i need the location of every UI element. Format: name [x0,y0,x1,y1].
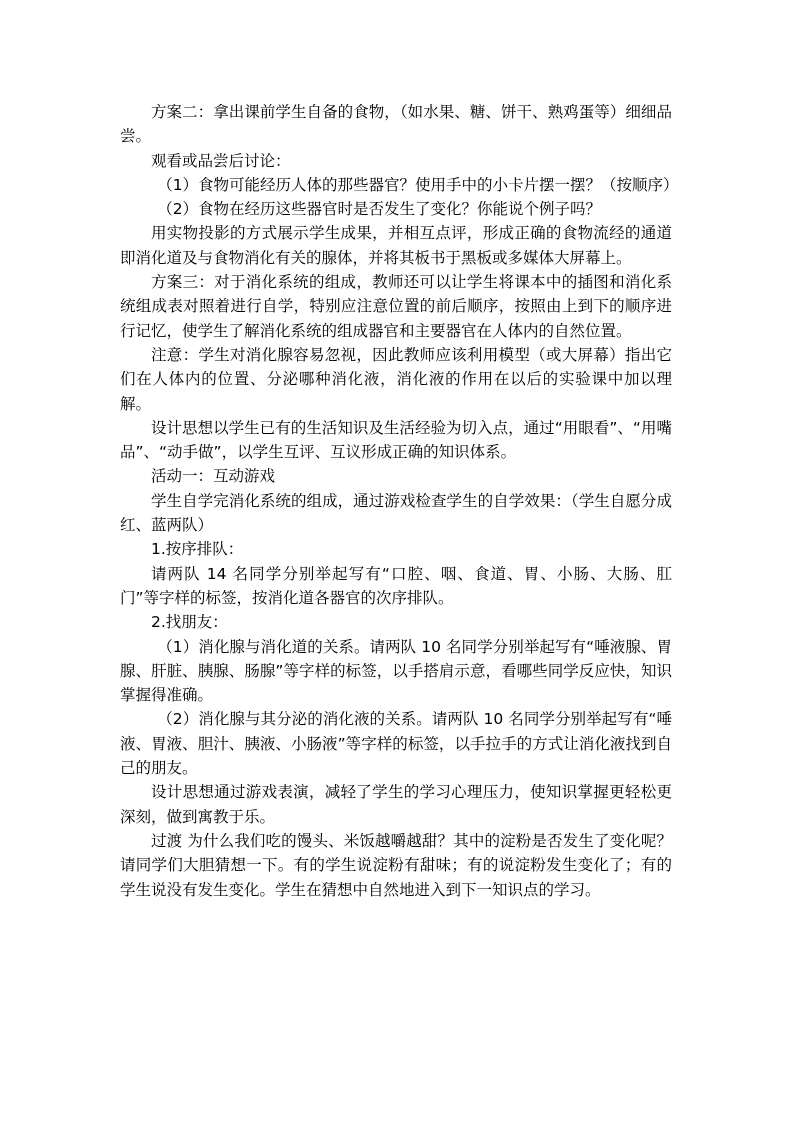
paragraph-projection: 用实物投影的方式展示学生成果，并相互点评，形成正确的食物流经的通道即消化道及与食物消化有关的腺体，并将其板书于黑板或多媒体大屏幕上。 [120,224,672,267]
paragraph-design-idea-2: 设计思想通过游戏表演，减轻了学生的学习心理压力，使知识掌握更轻松更深刻，做到寓教于乐。 [120,783,672,826]
paragraph-step-2-heading: 2.找朋友： [151,613,228,632]
paragraph-activity-intro: 学生自学完消化系统的组成，通过游戏检查学生的自学效果：（学生自愿分成红、蓝两队） [120,491,672,535]
paragraph-discussion-heading: 观看或品尝后讨论： [151,151,291,170]
paragraph-plan-two: 方案二：拿出课前学生自备的食物，（如水果、糖、饼干、熟鸡蛋等）细细品尝。 [120,103,672,146]
paragraph-question-1: （1）食物可能经历人体的那些器官？使用手中的小卡片摆一摆？（按顺序） [157,175,679,194]
paragraph-step-2-item-1: （1）消化腺与消化道的关系。请两队 10 名同学分别举起写有“唾液腺、胃腺、肝脏、胰腺、肠腺”等字样的标签，以手搭肩示意，看哪些同学反应快，知识掌握得准确。 [120,637,672,705]
paragraph-question-2: （2）食物在经历这些器官时是否发生了变化？你能说个例子吗？ [157,200,602,219]
paragraph-step-2-item-2: （2）消化腺与其分泌的消化液的关系。请两队 10 名同学分别举起写有“唾液、胃液、胆汁、胰液、小肠液”等字样的标签，以手拉手的方式让消化液找到自己的朋友。 [120,710,672,778]
paragraph-note: 注意：学生对消化腺容易忽视，因此教师应该利用模型（或大屏幕）指出它们在人体内的位置、分泌哪种消化液，消化液的作用在以后的实验课中加以理解。 [120,345,672,413]
paragraph-activity-heading: 活动一：互动游戏 [151,467,276,486]
paragraph-plan-three: 方案三：对于消化系统的组成，教师还可以让学生将课本中的插图和消化系统组成表对照着进行自学，特别应注意位置的前后顺序，按照由上到下的顺序进行记忆，使学生了解消化系统的组成器官和主要器官在人体内的自然位置。 [120,273,672,340]
paragraph-step-1-body: 请两队 14 名同学分别举起写有“口腔、咽、食道、胃、小肠、大肠、肛门”等字样的标签，按消化道各器官的次序排队。 [120,564,672,607]
paragraph-design-idea-1: 设计思想以学生已有的生活知识及生活经验为切入点，通过“用眼看”、“用嘴品”、“动手做”，以学生互评、互议形成正确的知识体系。 [120,418,672,462]
paragraph-transition: 过渡 为什么我们吃的馒头、米饭越嚼越甜？其中的淀粉是否发生了变化呢？请同学们大胆猜想一下。有的学生说淀粉有甜味；有的说淀粉发生变化了；有的学生说没有发生变化。学生在猜想中自然地进入到下一知识点的学习。 [120,831,672,899]
document-page [120,100,679,902]
paragraph-step-1-heading: 1.按序排队： [151,540,244,559]
